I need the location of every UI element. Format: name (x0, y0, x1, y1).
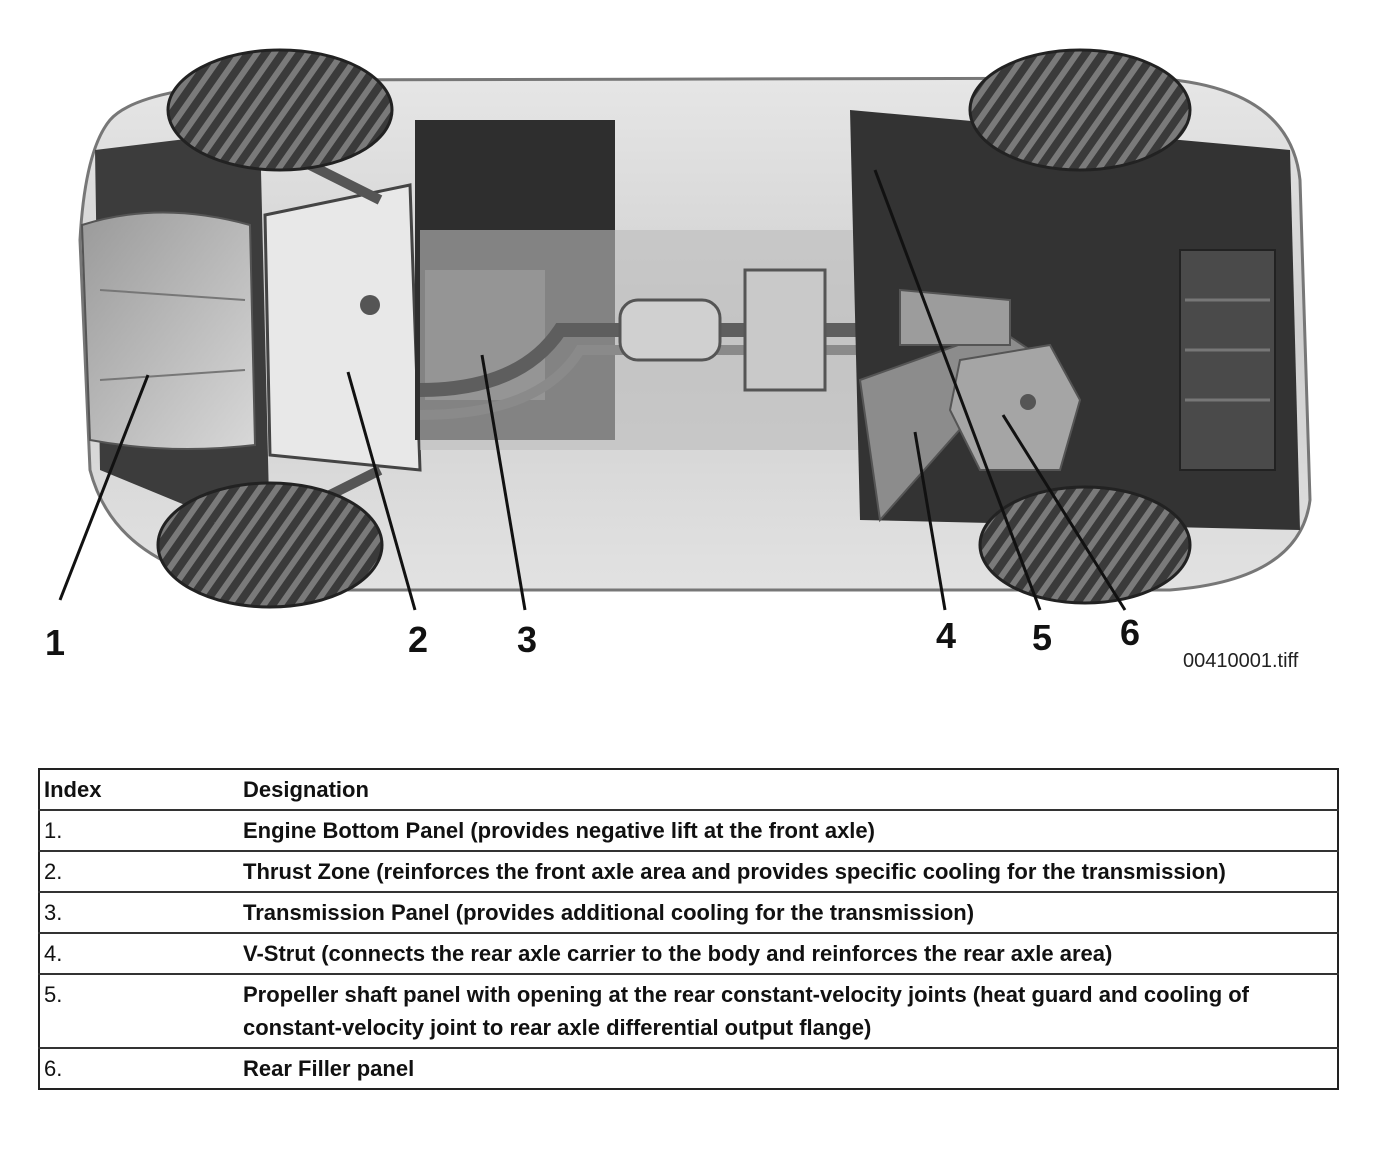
callout-2: 2 (408, 619, 429, 660)
tire-front-right (158, 483, 382, 607)
legend-row (39, 933, 1338, 974)
legend-index: 5. (39, 974, 239, 1048)
legend-header-designation: Designation (243, 777, 369, 802)
legend-designation: Rear Filler panel (239, 1048, 1338, 1089)
legend-row (39, 851, 1338, 892)
callout-6: 6 (1120, 612, 1141, 653)
legend-row (39, 892, 1338, 933)
legend-designation: Propeller shaft panel with opening at the rear constant-velocity joints (heat guard and cooling of constant-velocity joint to rear axle differential output flange) (239, 974, 1338, 1048)
legend-index: 6. (39, 1048, 239, 1089)
tire-front-left (168, 50, 392, 170)
legend-row (39, 974, 1338, 1048)
thrust-zone-plate (265, 185, 420, 470)
legend-index: 1. (39, 810, 239, 851)
callout-4: 4 (936, 615, 957, 656)
callout-3: 3 (517, 619, 538, 660)
legend-index: 4. (39, 933, 239, 974)
legend-designation: V-Strut (connects the rear axle carrier to the body and reinforces the rear axle area) (239, 933, 1338, 974)
legend-row (39, 810, 1338, 851)
legend-header-index: Index (44, 777, 102, 802)
callout-1: 1 (45, 622, 66, 663)
image-file-name: 00410001.tiff (1183, 650, 1299, 672)
engine-bottom-panel (82, 213, 255, 450)
legend-index: 3. (39, 892, 239, 933)
propeller-shaft-panel (900, 290, 1010, 345)
legend-row (39, 1048, 1338, 1089)
legend-designation: Transmission Panel (provides additional cooling for the transmission) (239, 892, 1338, 933)
legend-designation: Thrust Zone (reinforces the front axle area and provides specific cooling for the transmission) (239, 851, 1338, 892)
legend-index: 2. (39, 851, 239, 892)
legend-table (38, 768, 1339, 1090)
callout-5: 5 (1032, 617, 1053, 658)
tire-rear-left (970, 50, 1190, 170)
legend-header-row (39, 769, 1338, 810)
legend-designation: Engine Bottom Panel (provides negative lift at the front axle) (239, 810, 1338, 851)
